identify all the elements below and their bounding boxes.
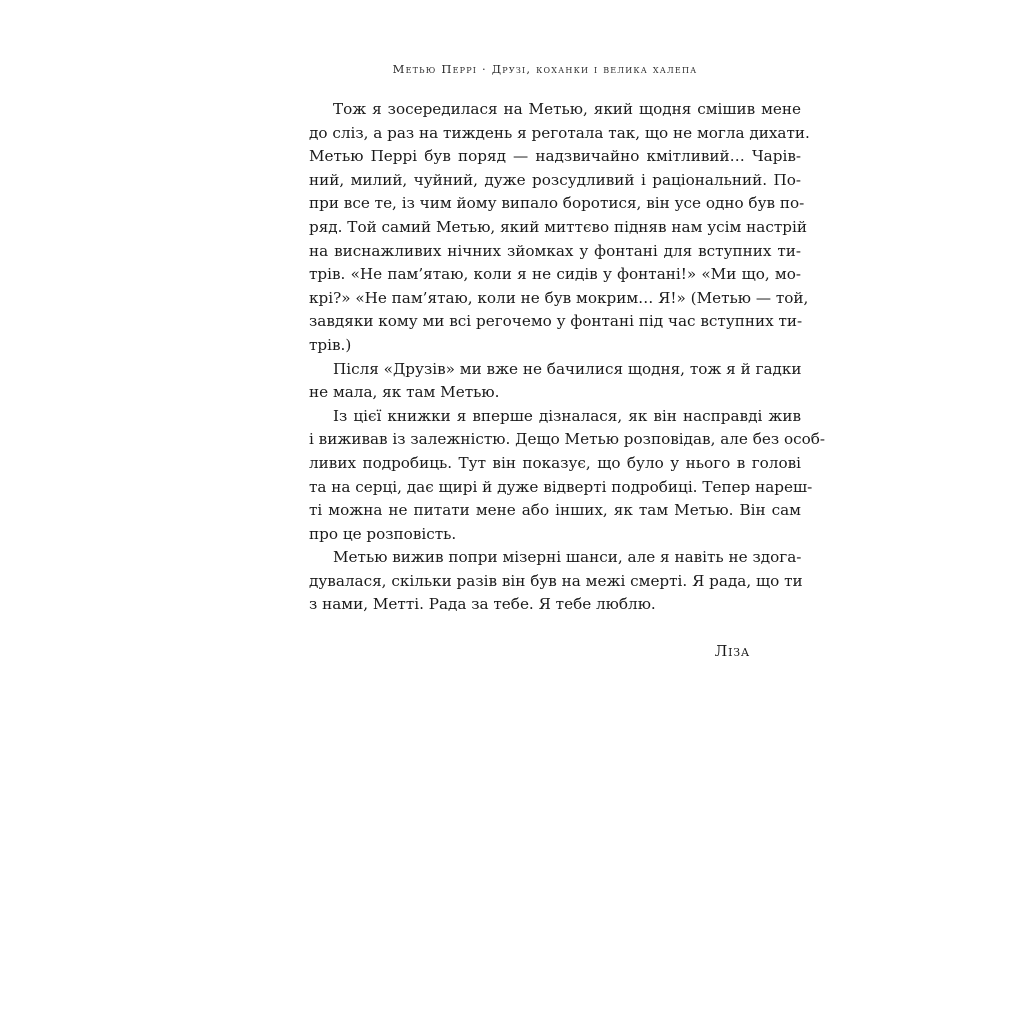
text-line: Із цієї книжки я вперше дізналася, як він насправді жив — [333, 406, 801, 425]
text-line: трів.) — [309, 335, 352, 354]
text-line: та на серці, дає щирі й дуже відверті подробиці. Тепер нареш- — [309, 477, 813, 496]
text-line: Метью вижив попри мізерні шанси, але я навіть не здога- — [333, 548, 802, 567]
text-line: і виживав із залежністю. Дещо Метью розповідав, але без особ- — [309, 430, 826, 449]
text-line: Тож я зосередилася на Метью, який щодня смішив мене — [333, 100, 801, 118]
text-line: на виснажливих нічних зйомках у фонтані для вступних ти- — [309, 241, 801, 260]
text-line: Метью Перрі був поряд — надзвичайно кмітливий… Чарів- — [309, 147, 801, 166]
running-head: Метью Перрі · Друзі, коханки і велика халепа — [392, 62, 698, 76]
paragraph — [309, 358, 801, 405]
text-line: про це розповість. — [309, 524, 457, 543]
text-line: дувалася, скільки разів він був на межі смерті. Я рада, що ти — [309, 571, 803, 590]
text-line: ті можна не питати мене або інших, як там Метью. Він сам — [309, 501, 801, 520]
paragraph — [309, 405, 826, 547]
text-line: з нами, Метті. Рада за тебе. Я тебе люблю. — [309, 595, 656, 614]
text-line: при все те, із чим йому випало боротися, він усе одно був по- — [309, 194, 805, 213]
text-line: не мала, як там Метью. — [309, 383, 500, 402]
body-text — [309, 98, 826, 617]
text-line: ряд. Той самий Метью, який миттєво підняв нам усім настрій — [309, 217, 807, 236]
text-line: ливих подробиць. Тут він показує, що було у нього в голові — [309, 453, 801, 472]
signature: Ліза — [714, 642, 750, 660]
text-line: Після «Друзів» ми вже не бачилися щодня, тож я й гадки — [333, 359, 802, 378]
text-line: завдяки кому ми всі регочемо у фонтані під час вступних ти- — [309, 312, 803, 331]
paragraph — [309, 98, 810, 358]
text-line: трів. «Не пам’ятаю, коли я не сидів у фонтані!» «Ми що, мо- — [309, 265, 801, 284]
text-line: до сліз, а раз на тиждень я реготала так, що не могла дихати. — [309, 123, 810, 142]
text-line: ний, милий, чуйний, дуже розсудливий і раціональний. По- — [309, 170, 801, 189]
paragraph — [309, 546, 801, 617]
text-line: крі?» «Не пам’ятаю, коли не був мокрим… Я!» (Метью — той, — [309, 288, 809, 307]
